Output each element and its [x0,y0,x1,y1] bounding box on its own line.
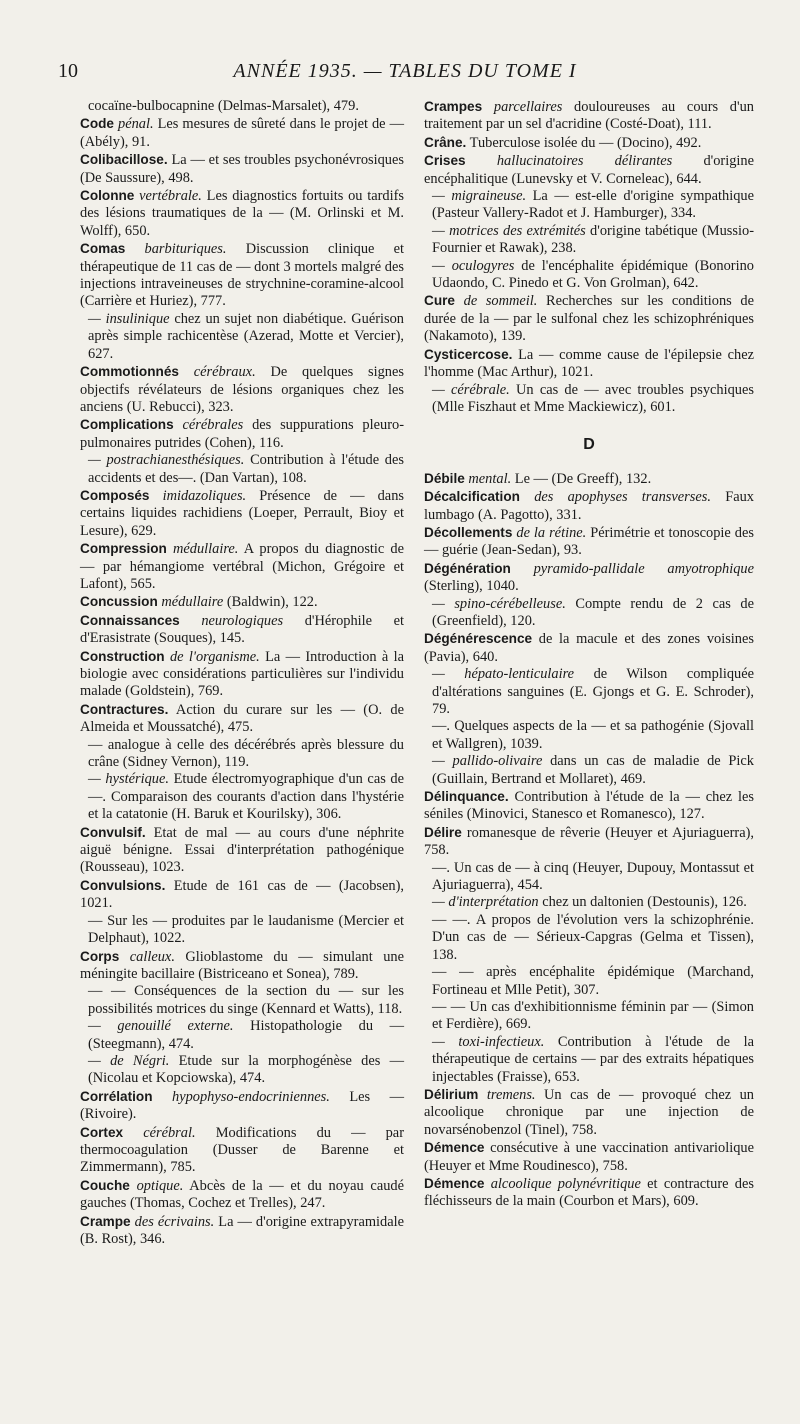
entry-headword: Code [80,116,114,132]
entry-text: chez un sujet non diabétique. Guérison après simple rachicentèse (Azerad, Motte et Vercier), 627. [88,310,404,362]
entry-qualifier: parcellaires [493,99,563,115]
entry-text: —. Un cas de — à cinq (Heuyer, Dupouy, Montassut et Ajuriaguerra), 454. [432,859,754,894]
index-entry [80,983,404,1018]
right-column-d-entries [424,470,754,1211]
entry-text: chez un daltonien (Destounis), 126. [542,894,747,911]
entry-headword: Construction [80,648,165,664]
index-entry [424,666,754,718]
index-entry [424,470,754,488]
entry-headword: Colonne [80,188,135,204]
entry-headword: Crampe [80,1213,131,1229]
index-entry [80,737,404,772]
entry-headword: Dégénération [424,560,511,576]
index-entry [80,1088,404,1124]
entry-headword: Dégénérescence [424,631,533,647]
index-entry [80,363,404,416]
entry-text: douloureuses au cours d'un traitement par un sel d'acridine (Costé-Doat), 111. [424,99,754,133]
entry-text: (Sterling), 1040. [424,578,519,595]
index-entry [80,115,404,151]
entry-qualifier: — insulinique [88,310,170,327]
entry-text: Un cas de — avec troubles psychiques (Mlle Fiszhaut et Mme Mackiewicz), 601. [432,381,754,415]
entry-text: Modifications du — par thermocoagulation (Dusser de Barenne et Zimmermann), 785. [80,1124,404,1176]
entry-qualifier: de sommeil. [463,293,538,310]
entry-text: Etude sur la morphogénèse des — (Nicolau et Kopciowska), 474. [88,1052,404,1087]
entry-text: La — comme cause de l'épilepsie chez l'homme (Mac Arthur), 1021. [424,346,754,381]
entry-text: La — est-elle d'origine sympathique (Pasteur Vallery-Radot et J. Hamburger), 334. [432,188,754,222]
entry-text: La — Introduction à la biologie avec considérations particulières sur l'individu malade (Goldstein), 769. [80,648,404,700]
index-entry [424,860,754,895]
entry-text: — — Conséquences de la section du — sur les possibilités motrices du singe (Kennard et Watts), 118. [88,983,404,1017]
index-entry [424,753,754,788]
entry-qualifier: médullaire [161,594,224,611]
entry-text: De quelques signes objectifs révélateurs de lésions organiques chez les anciens (U. Rebucci), 323. [80,364,404,415]
index-entry [80,187,404,240]
index-entry [424,1034,754,1086]
entry-headword: Délinquance. [424,789,509,805]
entry-text: A propos du diagnostic de — par hémangiome vertébral (Michon, Grégoire et Lafont), 565. [80,541,404,592]
entry-qualifier: — genouillé externe. [88,1018,234,1035]
entry-qualifier: des écrivains. [134,1213,215,1230]
index-entry [424,1086,754,1139]
entry-text: romanesque de rêverie (Heuyer et Ajuriaguerra), 758. [424,824,754,859]
entry-qualifier: cérébraux. [193,364,256,381]
entry-qualifier: pyramido-pallidale amyotrophique [533,560,754,577]
entry-text: consécutive à une vaccination antivariolique (Heuyer et Mme Roudinesco), 758. [424,1140,754,1174]
entry-text: et contracture des fléchisseurs de la main (Courbon et Mars), 609. [424,1175,754,1210]
index-entry [80,540,404,593]
entry-text: de la macule et des zones voisines (Pavia), 640. [424,631,754,665]
entry-headword: Cure [424,293,455,309]
entry-text: Etude de 161 cas de — (Jacobsen), 1021. [80,877,404,912]
index-entry [424,524,754,560]
index-entry [424,382,754,417]
entry-text: Faux lumbago (A. Pagotto), 331. [424,489,754,523]
entry-text: des suppurations pleuro-pulmonaires putrides (Cohen), 116. [80,417,404,451]
index-entry [80,913,404,948]
entry-qualifier: des apophyses transverses. [534,489,711,506]
entry-qualifier: — spino-cérébelleuse. [432,595,566,612]
entry-text: La — d'origine extrapyramidale (B. Rost), 346. [80,1213,404,1247]
entry-qualifier: de l'organisme. [169,648,260,665]
index-entry [80,701,404,737]
entry-qualifier: mental. [468,470,512,487]
entry-text: Contribution à l'étude de la thérapeutique de certains — par des extraits hépatiques injectables (Fraisse), 653. [432,1033,754,1085]
entry-qualifier: hallucinatoires délirantes [496,153,673,170]
entry-qualifier: vertébrale. [139,188,202,205]
entry-qualifier: — oculogyres [432,257,515,274]
entry-qualifier: — pallido-olivaire [432,753,543,770]
entry-headword: Crâne. [424,134,467,150]
entry-qualifier: imidazoliques. [162,487,247,504]
entry-text: de Wilson compliquée d'altérations sanguines (E. Gjongs et G. E. Schroder), 79. [432,666,754,717]
entry-text: Recherches sur les conditions de durée de la — par le sulfonal chez les schizophréniques (Nakamoto), 139. [424,293,754,345]
entry-qualifier: — cérébrale. [432,381,510,398]
right-column-c-entries [424,98,754,416]
entry-qualifier: — postrachianesthésiques. [88,452,245,469]
index-entry [80,452,404,487]
index-entry [424,152,754,188]
index-entry [80,487,404,540]
entry-text: Discussion clinique et thérapeutique de 11 cas de — dont 3 mortels malgré des injections intraveineuses de strychnine-coramine-alcool (Carrière et Huriez), 777. [80,241,404,310]
section-letter: D [583,436,595,454]
entry-text: Les diagnostics fortuits ou tardifs des lésions traumatiques de la — (M. Orlinski et M. Wolff), 650. [80,188,404,239]
index-entry [80,1053,404,1088]
entry-text: —. Quelques aspects de la — et sa pathogénie (Sjovall et Wallgren), 1039. [432,718,754,752]
entry-text: cocaïne-bulbocapnine (Delmas-Marsalet), 479. [88,98,359,114]
entry-text: (Baldwin), 122. [226,594,318,611]
index-entry [424,223,754,258]
entry-text: Compte rendu de 2 cas de (Greenfield), 120. [432,595,754,629]
index-entry [80,151,404,187]
entry-headword: Décollements [424,524,513,540]
index-entry [424,560,754,596]
entry-qualifier: — d'interprétation [432,894,539,911]
index-entry [80,1018,404,1053]
left-column [80,98,404,1248]
index-entry [80,593,404,611]
index-entry [424,188,754,223]
entry-headword: Complications [80,417,174,433]
entry-text: — Sur les — produites par le laudanisme (Mercier et Delphaut), 1022. [88,912,404,947]
page-number: 10 [58,60,78,82]
entry-text: — —. A propos de l'évolution vers la schizophrénie. D'un cas de — Sérieux-Capgras (Gelma et Tissen), 138. [432,911,754,963]
index-entry [424,630,754,666]
entry-headword: Composés [80,487,150,503]
index-entry [424,346,754,382]
entry-headword: Corrélation [80,1088,153,1104]
index-entry [424,912,754,964]
entry-qualifier: — motrices des extrémités [432,222,586,239]
entry-qualifier: — toxi-infectieux. [432,1033,545,1050]
entry-headword: Décalcification [424,489,520,505]
index-entry [80,1177,404,1213]
running-title: ANNÉE 1935. — TABLES DU TOME I [233,60,577,82]
entry-headword: Contractures. [80,701,169,717]
entry-qualifier: — migraineuse. [432,188,527,205]
entry-qualifier: barbituriques. [144,241,227,258]
entry-text: Le — (De Greeff), 132. [514,470,652,487]
entry-text: — — Un cas d'exhibitionnisme féminin par — (Simon et Ferdière), 669. [432,998,754,1033]
entry-qualifier: cérébrales [182,417,244,434]
entry-text: Les — (Rivoire). [80,1088,404,1123]
index-entry [424,98,754,134]
index-entry [424,488,754,524]
entry-text: de l'encéphalite épidémique (Bonorino Udaondo, C. Pinedo et G. Von Grolman), 642. [432,257,754,292]
index-entry [80,612,404,648]
index-entry [424,292,754,345]
entry-qualifier: cérébral. [143,1124,196,1141]
index-entry [424,999,754,1034]
entry-headword: Délirium [424,1086,479,1102]
index-entry [80,1213,404,1249]
entry-text: Tuberculose isolée du — (Docino), 492. [469,134,702,151]
index-entry [424,964,754,999]
index-entry [80,877,404,913]
entry-text: d'origine tabétique (Mussio-Fournier et Rawak), 238. [432,222,754,257]
entry-qualifier: médullaire. [172,541,239,558]
entry-text: d'Hérophile et d'Erasistrate (Souques), 145. [80,612,404,647]
entry-headword: Cortex [80,1124,124,1140]
entry-text: Etat de mal — au cours d'une néphrite aiguë bénigne. Essai d'interprétation pathogénique (Rousseau), 1023. [80,824,404,876]
entry-text: La — et ses troubles psychonévrosiques (De Saussure), 498. [80,152,404,186]
entry-headword: Corps [80,948,120,964]
entry-qualifier: de la rétine. [516,524,587,541]
entry-text: Les mesures de sûreté dans le projet de — (Abély), 91. [80,116,404,150]
entry-text: — — après encéphalite épidémique (Marchand, Fortineau et Mlle Petit), 307. [432,964,754,998]
entry-text: d'origine encéphalitique (Lunevsky et V. Corneleac), 644. [424,153,754,187]
entry-text: Action du curare sur les — (O. de Almeida et Moussatché), 475. [80,701,404,736]
entry-headword: Commotionnés [80,364,179,380]
index-entry [80,1124,404,1177]
index-entry [424,788,754,824]
index-entry [424,596,754,631]
index-entry [424,258,754,293]
index-entry [80,416,404,452]
entry-headword: Compression [80,541,167,557]
entry-text: Histopathologie du — (Steegmann), 474. [88,1018,404,1052]
entry-headword: Connaissances [80,612,180,628]
index-entry [424,134,754,152]
entry-qualifier: pénal. [118,116,154,133]
entry-headword: Couche [80,1177,130,1193]
entry-text: Contribution à l'étude des accidents et des—. (Dan Vartan), 108. [88,452,404,486]
index-entry [424,718,754,753]
entry-qualifier: tremens. [486,1086,536,1103]
entry-headword: Délire [424,824,462,840]
entry-qualifier: optique. [136,1177,184,1194]
index-entry [424,1139,754,1175]
entry-headword: Démence [424,1175,485,1191]
entry-text: Un cas de — provoqué chez un alcoolique chronique par une injection de novarsénobenzol (Tinel), 758. [424,1086,754,1138]
entry-qualifier: alcoolique polynévritique [490,1175,641,1192]
index-entry [424,824,754,860]
index-entry [80,311,404,363]
entry-qualifier: — hépato-lenticulaire [432,666,575,683]
entry-headword: Colibacillose. [80,152,168,168]
entry-headword: Cysticercose. [424,346,513,362]
entry-headword: Concussion [80,594,158,610]
index-entry [80,948,404,984]
index-entry [80,824,404,877]
entry-text: Etude électromyographique d'un cas de —. Comparaison des courants d'action dans l'hystérie et la catatonie (H. Baruk et Kourilsky), 306. [88,771,404,823]
entry-headword: Démence [424,1140,485,1156]
entry-text: Contribution à l'étude de la — chez les séniles (Minovici, Stanesco et Romanesco), 127. [424,789,754,823]
entry-text: dans un cas de maladie de Pick (Guillain, Bertrand et Mollaret), 469. [432,753,754,787]
index-entry [424,894,754,911]
index-entry [80,771,404,823]
entry-text: Abcès de la — et du noyau caudé gauches (Thomas, Cochez et Trelles), 247. [80,1177,404,1212]
entry-headword: Convulsif. [80,824,146,840]
index-entry [80,240,404,311]
entry-text: — analogue à celle des décérébrés après blessure du crâne (Sidney Vernon), 119. [88,736,404,771]
page-header [58,60,752,86]
entry-qualifier: — hystérique. [88,771,169,788]
entry-text: Glioblastome du — simulant une méningite bacillaire (Bistriceano et Sonea), 789. [80,948,404,982]
entry-headword: Crampes [424,99,483,114]
entry-headword: Comas [80,241,126,257]
entry-qualifier: hypophyso-endocriniennes. [172,1088,330,1105]
index-entry [424,1175,754,1211]
entry-text: Présence de — dans certains liquides rachidiens (Loeper, Perrault, Bioy et Lesure), 629. [80,487,404,539]
right-column [424,98,754,1211]
index-entry [80,648,404,701]
entry-text: Périmétrie et tonoscopie des — guérie (Jean-Sedan), 93. [424,524,754,559]
entry-headword: Crises [424,153,466,169]
entry-qualifier: neurologiques [201,612,284,629]
entry-headword: Débile [424,470,465,486]
entry-headword: Convulsions. [80,877,166,893]
entry-qualifier: — de Négri. [88,1052,170,1069]
index-entry [80,98,404,115]
entry-qualifier: calleux. [129,948,175,965]
